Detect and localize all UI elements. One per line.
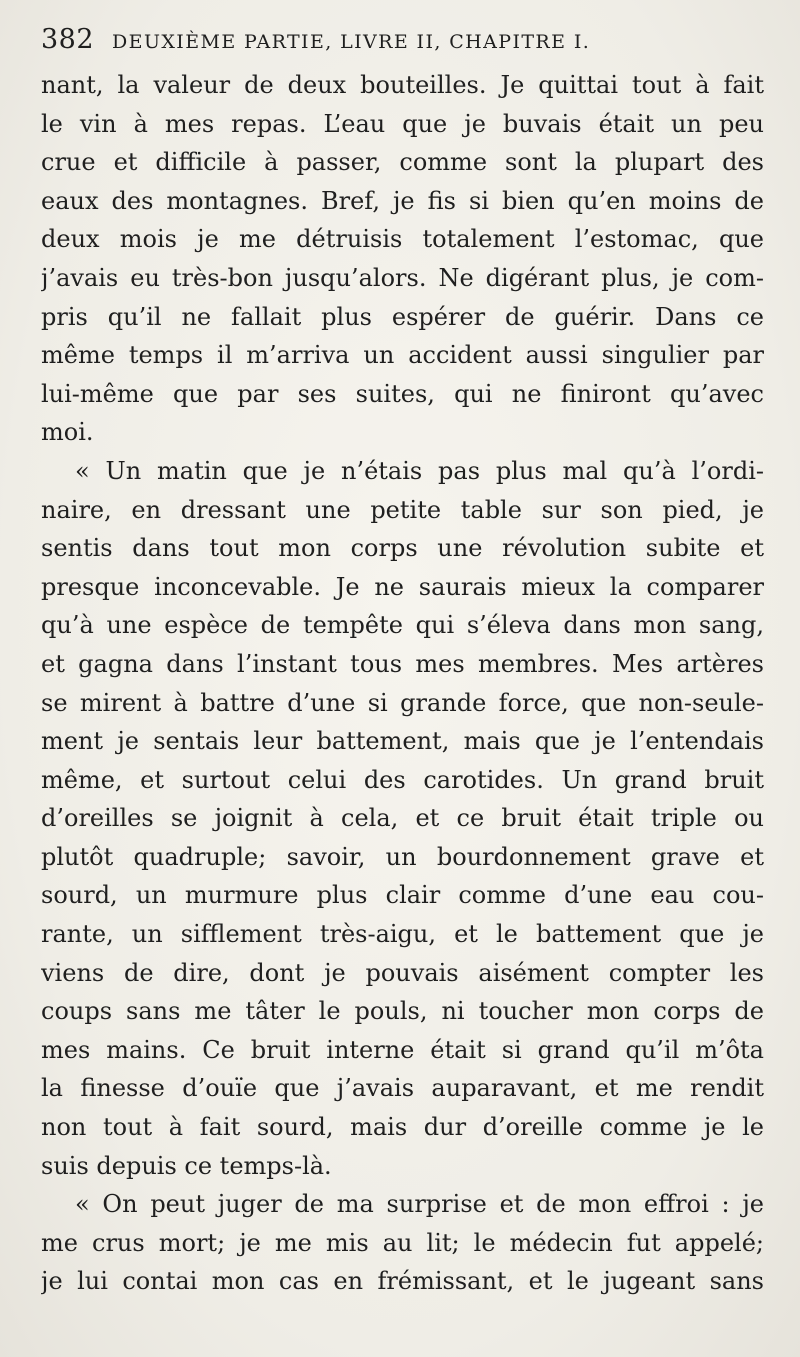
text-line: se mirent à battre d’une si grande force, que non-seule- (41, 688, 764, 717)
text-line: je lui contai mon cas en frémissant, et le jugeant sans (41, 1267, 764, 1296)
text-line: crue et difficile à passer, comme sont la plupart des (41, 148, 764, 177)
text-line: sourd, un murmure plus clair comme d’une eau cou- (41, 881, 764, 910)
text-line: moi. (41, 418, 94, 447)
text-line: mes mains. Ce bruit interne était si grand qu’il m’ôta (41, 1035, 764, 1064)
text-line: plutôt quadruple; savoir, un bourdonnement grave et (41, 842, 764, 871)
text-line: lui-même que par ses suites, qui ne finiront qu’avec (41, 379, 764, 408)
text-line: eaux des montagnes. Bref, je fis si bien qu’en moins de (41, 186, 764, 215)
running-title: DEUXIÈME PARTIE, LIVRE II, CHAPITRE I. (112, 31, 591, 53)
text-line: le vin à mes repas. L’eau que je buvais était un peu (41, 109, 764, 138)
text-line: presque inconcevable. Je ne saurais mieux la comparer (41, 572, 764, 601)
running-head (41, 24, 764, 62)
text-line: même temps il m’arriva un accident aussi singulier par (41, 341, 764, 370)
text-line: et gagna dans l’instant tous mes membres. Mes artères (41, 649, 764, 678)
text-line: « Un matin que je n’étais pas plus mal qu’à l’ordi- (75, 456, 764, 485)
body-text (41, 66, 764, 1301)
text-line: la finesse d’ouïe que j’avais auparavant, et me rendit (41, 1074, 764, 1103)
text-line: j’avais eu très-bon jusqu’alors. Ne digérant plus, je com- (41, 263, 764, 292)
text-line: ment je sentais leur battement, mais que je l’entendais (41, 727, 764, 756)
text-line: sentis dans tout mon corps une révolution subite et (41, 534, 764, 563)
text-line: viens de dire, dont je pouvais aisément compter les (41, 958, 764, 987)
text-line: non tout à fait sourd, mais dur d’oreille comme je le (41, 1113, 764, 1142)
text-line: deux mois je me détruisis totalement l’estomac, que (41, 225, 764, 254)
text-line: coups sans me tâter le pouls, ni toucher mon corps de (41, 997, 764, 1026)
text-line: qu’à une espèce de tempête qui s’éleva dans mon sang, (41, 611, 764, 640)
page-number: 382 (41, 24, 95, 55)
text-line: d’oreilles se joignit à cela, et ce bruit était triple ou (41, 804, 764, 833)
text-line: « On peut juger de ma surprise et de mon effroi : je (75, 1190, 764, 1219)
text-line: rante, un sifflement très-aigu, et le battement que je (41, 920, 764, 949)
text-line: me crus mort; je me mis au lit; le médecin fut appelé; (41, 1228, 764, 1257)
text-line: même, et surtout celui des carotides. Un grand bruit (41, 765, 764, 794)
text-line: naire, en dressant une petite table sur son pied, je (41, 495, 764, 524)
text-line: pris qu’il ne fallait plus espérer de guérir. Dans ce (41, 302, 764, 331)
text-line: nant, la valeur de deux bouteilles. Je quittai tout à fait (41, 71, 764, 99)
text-line: suis depuis ce temps-là. (41, 1151, 332, 1180)
